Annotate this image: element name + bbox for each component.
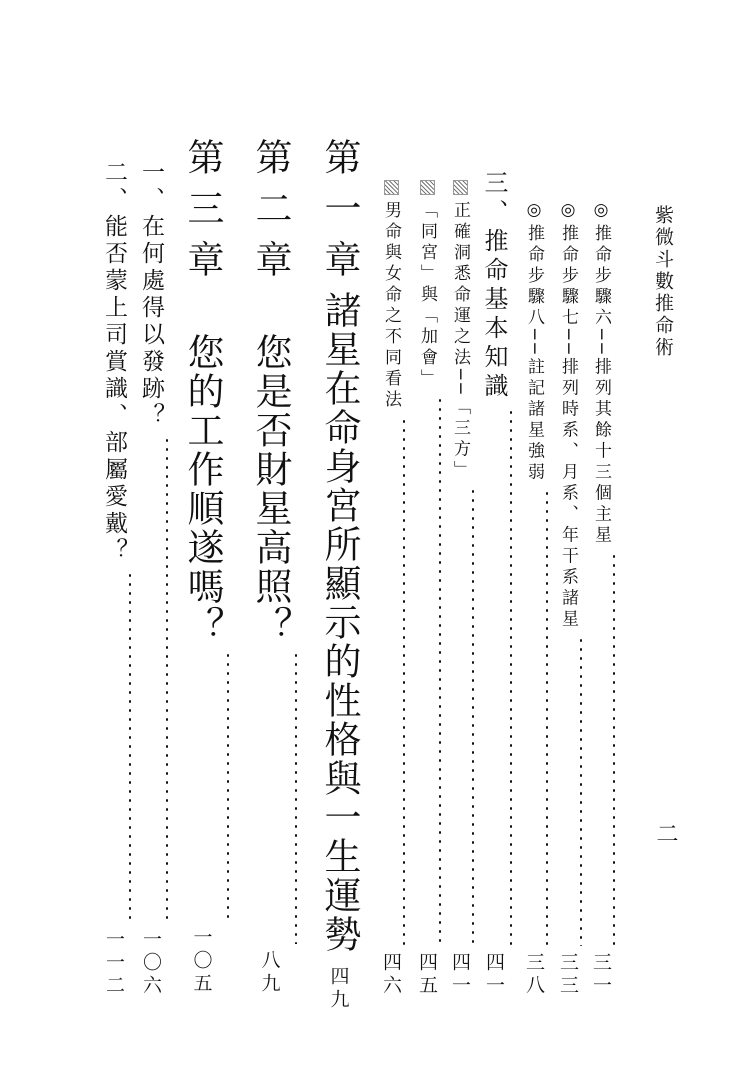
leader-dots <box>227 651 229 921</box>
leader-dots <box>613 552 615 946</box>
toc-page-number: 三一 <box>590 952 612 998</box>
toc-entry-section-three[interactable] <box>477 170 512 998</box>
toc-entry-step-eight[interactable] <box>521 200 548 998</box>
toc-entry-title: 「同宮」與「加會」 <box>417 201 437 390</box>
leader-dots <box>580 636 582 946</box>
hatched-square-icon <box>453 180 468 195</box>
hatched-square-icon <box>420 180 435 195</box>
toc-entry-step-six[interactable] <box>588 200 615 998</box>
chapter-label: 第一章 <box>318 138 361 291</box>
leader-dots <box>295 651 297 944</box>
leader-dots <box>472 487 474 946</box>
toc-entry-title: ◎推命步驟六──排列其餘十三個主星 <box>591 200 611 547</box>
page-number: 二 <box>653 822 678 854</box>
leader-dots <box>129 571 131 923</box>
toc-page-number: 四九 <box>327 966 350 1012</box>
toc-entry-chapter-two[interactable] <box>243 138 297 996</box>
running-head: 紫微斗數推命術 <box>652 205 674 359</box>
toc-entry-chapter-three[interactable] <box>175 138 229 996</box>
toc-entry-title: 您的工作順遂嗎？ <box>181 333 224 645</box>
toc-entry-title: ◎推命步驟八──註記諸星強弱 <box>524 200 544 484</box>
toc-entry-title: 您是否財星高照？ <box>249 333 292 645</box>
toc-page-number: 一〇六 <box>140 929 162 998</box>
leader-dots <box>166 436 168 923</box>
leader-dots <box>546 489 548 946</box>
toc-entry-same-palace[interactable] <box>414 180 441 998</box>
toc-entry-title: 一、在何處得以發跡？ <box>138 160 164 430</box>
toc-entry-step-seven[interactable] <box>555 200 582 998</box>
chapter-label: 第二章 <box>249 138 292 291</box>
toc-page-number: 四一 <box>449 952 471 998</box>
toc-entry-title: 正確洞悉命運之法──「三方」 <box>450 201 470 482</box>
toc-entry-male-female[interactable] <box>378 180 405 998</box>
toc-page-number: 三三 <box>557 952 579 998</box>
toc-entry-three-aspects[interactable] <box>447 180 474 998</box>
toc-page-number: 四五 <box>416 952 438 998</box>
toc-page-number: 八九 <box>258 950 281 996</box>
toc-entry-boss-appreciation[interactable] <box>98 160 131 998</box>
leader-dots <box>439 396 441 946</box>
toc-entry-title: 諸星在命身宮所顯示的性格與一生運勢 <box>318 291 361 954</box>
toc-entry-title: 二、能否蒙上司賞識、部屬愛戴？ <box>101 160 127 565</box>
toc-page-number: 一〇五 <box>190 927 213 996</box>
toc-entry-title: 三、推命基本知識 <box>480 170 508 402</box>
chapter-label: 第三章 <box>181 138 224 291</box>
toc-entry-where-to-succeed[interactable] <box>135 160 168 998</box>
leader-dots <box>510 408 512 946</box>
toc-page-number: 三八 <box>523 952 545 998</box>
toc-page-number: 一一二 <box>103 929 125 998</box>
toc-entry-chapter-one[interactable] <box>312 138 366 1012</box>
toc-page-number: 四六 <box>380 952 402 998</box>
toc-page-number: 四一 <box>483 952 505 998</box>
toc-entry-title: ◎推命步驟七──排列時系、月系、年干系諸星 <box>558 200 578 631</box>
leader-dots <box>403 417 405 946</box>
hatched-square-icon <box>384 180 399 195</box>
toc-entry-title: 男命與女命之不同看法 <box>381 201 401 411</box>
